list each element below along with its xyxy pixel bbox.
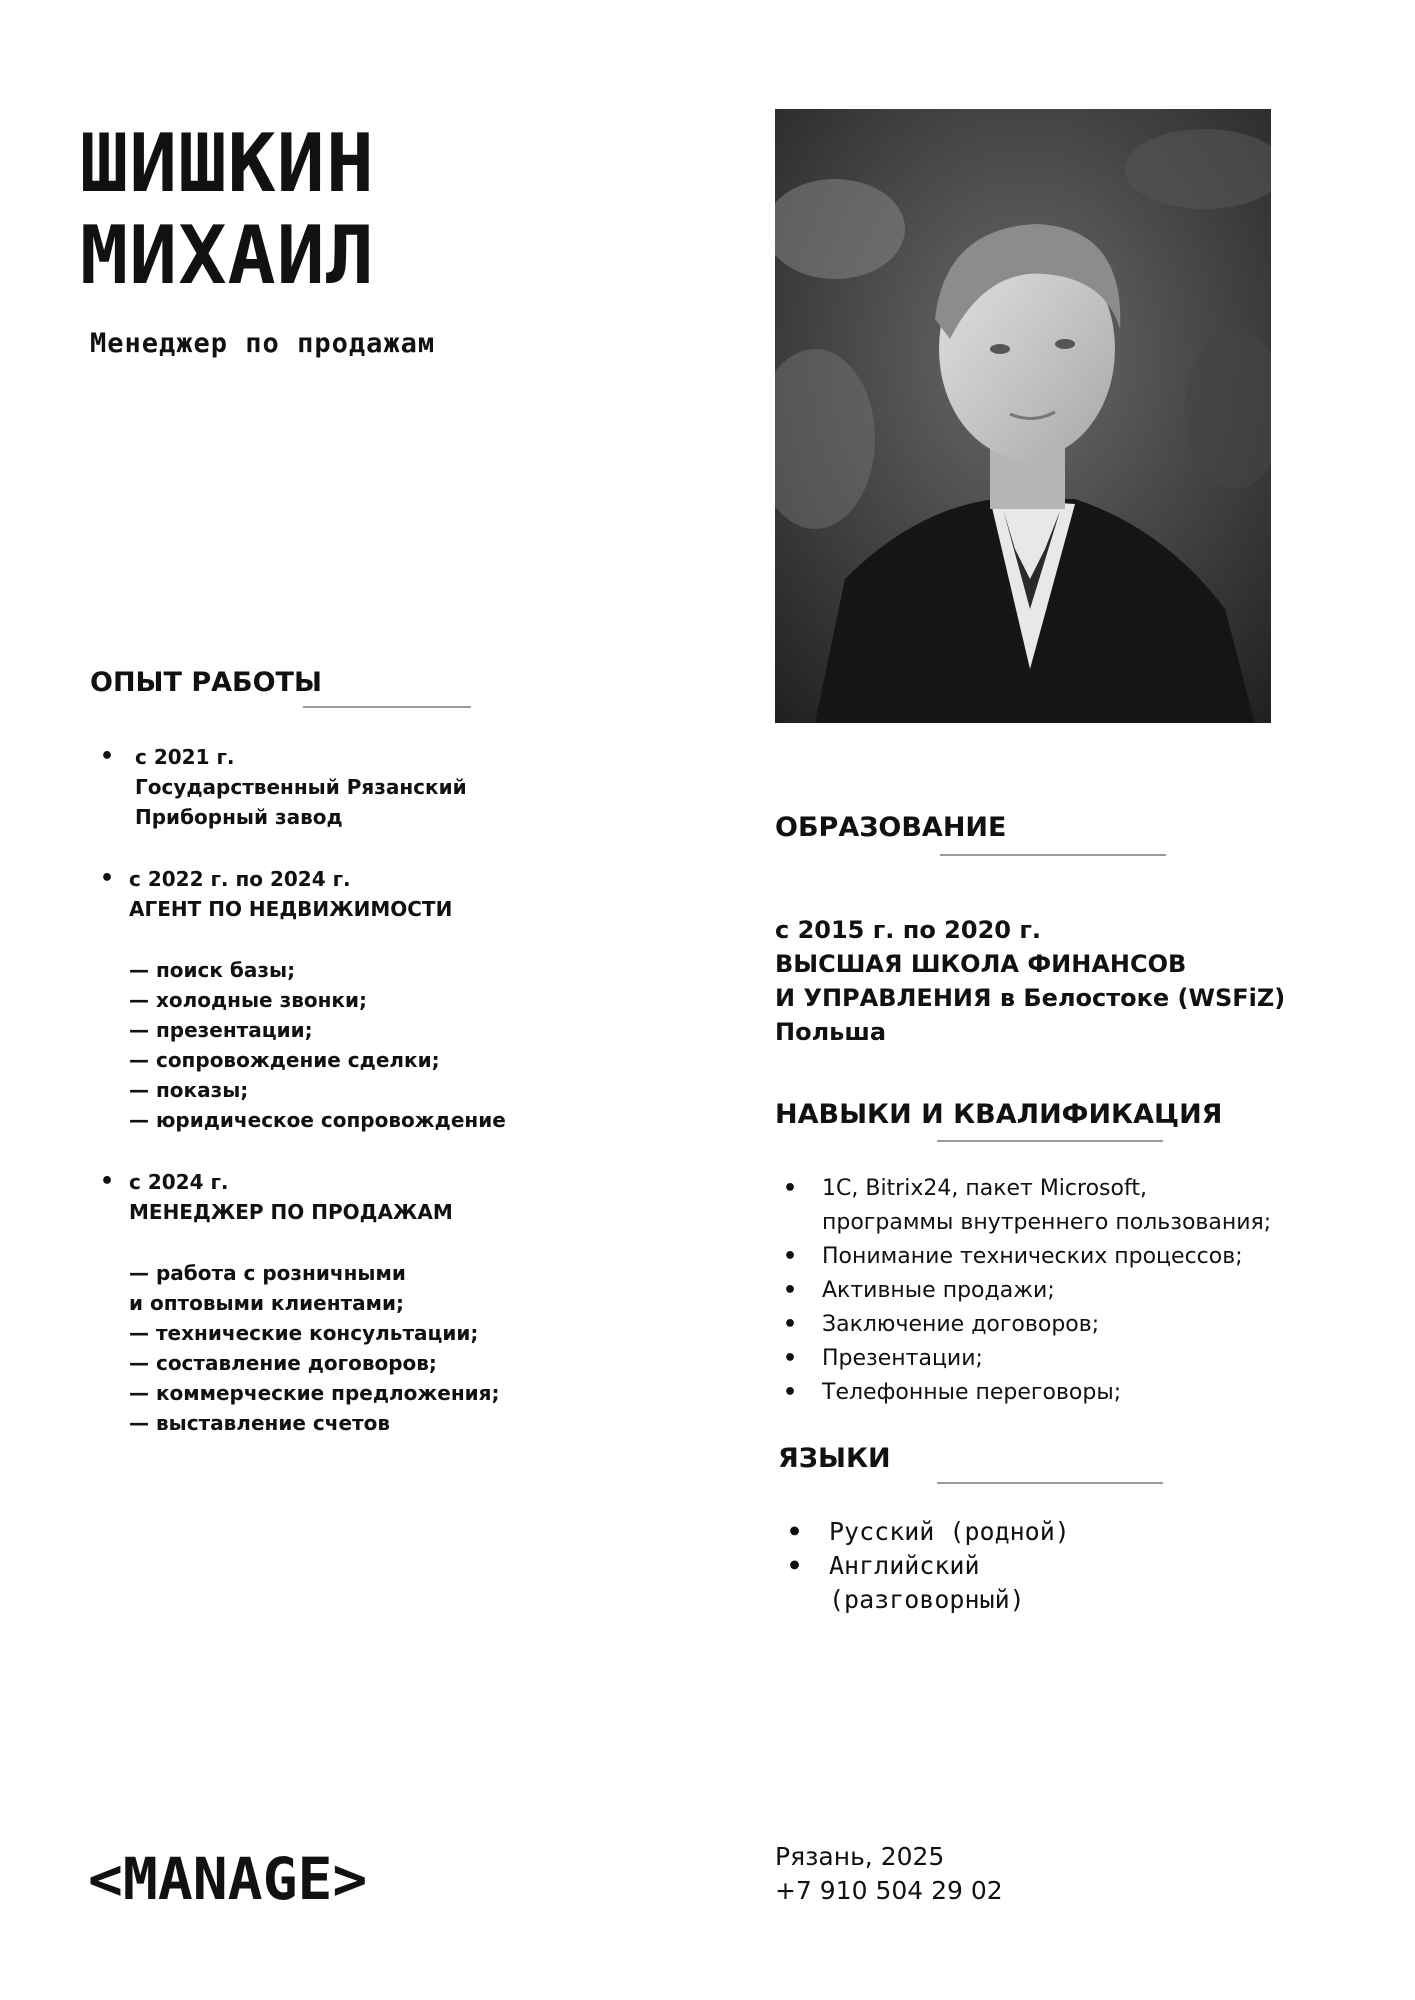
skills-title: НАВЫКИ И КВАЛИФИКАЦИЯ — [775, 1099, 1223, 1130]
skill-text: 1С, Bitrix24, пакет Microsoft, — [822, 1176, 1147, 1201]
skill-text: Заключение договоров; — [822, 1312, 1100, 1337]
job-duty: — презентации; — [129, 1018, 313, 1042]
bullet-icon: • — [787, 1517, 803, 1546]
job-period: с 2021 г. — [135, 745, 235, 769]
skill-text: программы внутреннего пользования; — [822, 1210, 1272, 1235]
list-item — [780, 1172, 1340, 1240]
languages-title: ЯЗЫКИ — [778, 1443, 891, 1474]
list-item — [785, 1549, 1285, 1617]
bullet-icon: • — [783, 1244, 798, 1269]
skill-text: Презентации; — [822, 1346, 983, 1371]
education-period: с 2015 г. по 2020 г. — [775, 916, 1041, 944]
job-duty: — работа с розничными — [129, 1261, 406, 1285]
job-employer: МЕНЕДЖЕР ПО ПРОДАЖАМ — [129, 1200, 453, 1224]
job-duty: — сопровождение сделки; — [129, 1048, 440, 1072]
education-school: И УПРАВЛЕНИЯ в Белостоке (WSFiZ) — [775, 984, 1286, 1012]
language-text: Английский — [829, 1551, 980, 1580]
first-name: МИХАИЛ — [80, 209, 375, 302]
list-item — [780, 1274, 1340, 1308]
education-title: ОБРАЗОВАНИЕ — [775, 812, 1007, 843]
skill-text: Активные продажи; — [822, 1278, 1055, 1303]
bullet-icon: • — [100, 744, 115, 769]
experience-divider — [303, 706, 471, 708]
bullet-icon: • — [787, 1551, 803, 1580]
experience-item — [100, 1167, 560, 1438]
experience-item — [100, 864, 560, 1135]
list-item — [780, 1342, 1340, 1376]
bullet-icon: • — [783, 1278, 798, 1303]
bullet-icon: • — [783, 1346, 798, 1371]
bullet-icon: • — [783, 1176, 798, 1201]
job-employer: АГЕНТ ПО НЕДВИЖИМОСТИ — [129, 897, 453, 921]
portrait-photo-illustration — [775, 109, 1271, 723]
list-item — [785, 1515, 1285, 1549]
job-period: с 2024 г. — [129, 1170, 229, 1194]
job-duty: — юридическое сопровождение — [129, 1108, 506, 1132]
job-duty: — технические консультации; — [129, 1321, 479, 1345]
education-block — [775, 913, 1335, 1049]
experience-title: ОПЫТ РАБОТЫ — [90, 667, 322, 698]
languages-divider — [937, 1482, 1163, 1484]
surname: ШИШКИН — [80, 117, 375, 210]
city-year: Рязань, 2025 — [775, 1842, 945, 1871]
skills-list — [780, 1172, 1340, 1410]
skill-text: Телефонные переговоры; — [822, 1380, 1122, 1405]
education-country: Польша — [775, 1018, 887, 1046]
job-duty: — холодные звонки; — [129, 988, 367, 1012]
language-text: Русский (родной) — [829, 1517, 1070, 1546]
phone-number: +7 910 504 29 02 — [775, 1876, 1003, 1905]
job-duty: — поиск базы; — [129, 958, 296, 982]
education-school: ВЫСШАЯ ШКОЛА ФИНАНСОВ — [775, 950, 1187, 978]
job-period: с 2022 г. по 2024 г. — [129, 867, 351, 891]
bullet-icon: • — [100, 1169, 115, 1194]
job-employer: Государственный Рязанский — [135, 775, 467, 799]
contact-block — [775, 1840, 1003, 1908]
education-divider — [940, 854, 1166, 856]
list-item — [780, 1308, 1340, 1342]
job-employer: Приборный завод — [135, 805, 343, 829]
job-duty: — коммерческие предложения; — [129, 1381, 500, 1405]
bullet-icon: • — [100, 866, 115, 891]
job-duty: — показы; — [129, 1078, 249, 1102]
skill-text: Понимание технических процессов; — [822, 1244, 1243, 1269]
languages-list — [785, 1515, 1285, 1617]
job-position: Менеджер по продажам — [90, 328, 436, 359]
logo: <MANAGE> — [88, 1845, 368, 1913]
skills-divider — [937, 1140, 1163, 1142]
job-duty: — составление договоров; — [129, 1351, 437, 1375]
portrait-photo — [775, 109, 1271, 723]
job-duty: и оптовыми клиентами; — [129, 1291, 404, 1315]
language-text: (разговорный) — [829, 1585, 1025, 1614]
list-item — [780, 1376, 1340, 1410]
bullet-icon: • — [783, 1380, 798, 1405]
experience-item — [100, 742, 520, 832]
list-item — [780, 1240, 1340, 1274]
bullet-icon: • — [783, 1312, 798, 1337]
job-duty: — выставление счетов — [129, 1411, 391, 1435]
